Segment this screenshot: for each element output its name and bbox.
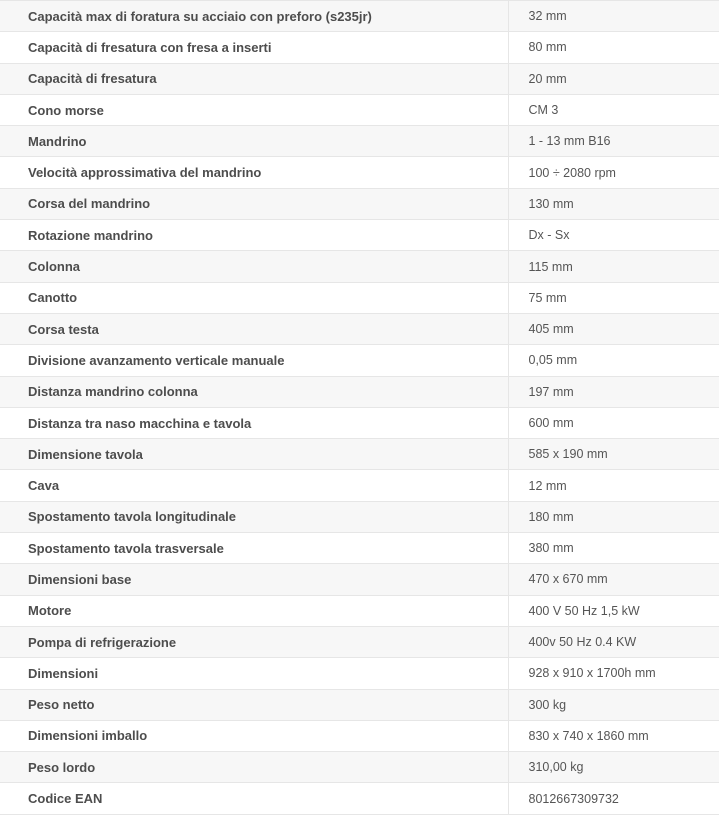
spec-value: 0,05 mm: [508, 345, 719, 376]
spec-label: Dimensione tavola: [0, 439, 508, 470]
spec-row: [0, 689, 719, 720]
spec-row: [0, 752, 719, 783]
spec-label: Canotto: [0, 282, 508, 313]
spec-value: 197 mm: [508, 376, 719, 407]
spec-value: 405 mm: [508, 313, 719, 344]
spec-row: [0, 63, 719, 94]
spec-value: Dx - Sx: [508, 220, 719, 251]
spec-row: [0, 188, 719, 219]
spec-value: 830 x 740 x 1860 mm: [508, 720, 719, 751]
spec-label: Pompa di refrigerazione: [0, 626, 508, 657]
spec-label: Distanza mandrino colonna: [0, 376, 508, 407]
spec-label: Peso lordo: [0, 752, 508, 783]
spec-value: 1 - 13 mm B16: [508, 126, 719, 157]
spec-label: Cono morse: [0, 94, 508, 125]
spec-row: [0, 1, 719, 32]
spec-row: [0, 282, 719, 313]
spec-label: Cava: [0, 470, 508, 501]
spec-row: [0, 376, 719, 407]
spec-value: 100 ÷ 2080 rpm: [508, 157, 719, 188]
spec-row: [0, 407, 719, 438]
spec-row: [0, 94, 719, 125]
spec-row: [0, 345, 719, 376]
spec-value: 32 mm: [508, 1, 719, 32]
spec-label: Capacità di fresatura: [0, 63, 508, 94]
spec-label: Velocità approssimativa del mandrino: [0, 157, 508, 188]
spec-value: 20 mm: [508, 63, 719, 94]
spec-label: Dimensioni: [0, 658, 508, 689]
spec-value: 310,00 kg: [508, 752, 719, 783]
spec-value: 130 mm: [508, 188, 719, 219]
spec-label: Colonna: [0, 251, 508, 282]
spec-label: Dimensioni imballo: [0, 720, 508, 751]
spec-value: 300 kg: [508, 689, 719, 720]
spec-label: Codice EAN: [0, 783, 508, 814]
spec-row: [0, 439, 719, 470]
spec-row: [0, 313, 719, 344]
spec-value: 8012667309732: [508, 783, 719, 814]
spec-value: 115 mm: [508, 251, 719, 282]
spec-value: 600 mm: [508, 407, 719, 438]
spec-value: 380 mm: [508, 533, 719, 564]
spec-row: [0, 32, 719, 63]
spec-value: 80 mm: [508, 32, 719, 63]
spec-label: Distanza tra naso macchina e tavola: [0, 407, 508, 438]
spec-label: Motore: [0, 595, 508, 626]
specifications-body: [0, 1, 719, 815]
spec-row: [0, 783, 719, 814]
spec-value: 75 mm: [508, 282, 719, 313]
spec-value: 400 V 50 Hz 1,5 kW: [508, 595, 719, 626]
spec-row: [0, 658, 719, 689]
spec-row: [0, 501, 719, 532]
spec-label: Spostamento tavola trasversale: [0, 533, 508, 564]
spec-label: Rotazione mandrino: [0, 220, 508, 251]
spec-row: [0, 470, 719, 501]
spec-row: [0, 595, 719, 626]
spec-row: [0, 251, 719, 282]
spec-label: Dimensioni base: [0, 564, 508, 595]
spec-row: [0, 720, 719, 751]
spec-row: [0, 626, 719, 657]
spec-label: Corsa testa: [0, 313, 508, 344]
spec-value: CM 3: [508, 94, 719, 125]
spec-row: [0, 157, 719, 188]
spec-value: 400v 50 Hz 0.4 KW: [508, 626, 719, 657]
spec-label: Corsa del mandrino: [0, 188, 508, 219]
spec-label: Spostamento tavola longitudinale: [0, 501, 508, 532]
spec-label: Capacità di fresatura con fresa a inserti: [0, 32, 508, 63]
spec-row: [0, 533, 719, 564]
spec-label: Capacità max di foratura su acciaio con preforo (s235jr): [0, 1, 508, 32]
spec-value: 180 mm: [508, 501, 719, 532]
spec-row: [0, 126, 719, 157]
spec-label: Divisione avanzamento verticale manuale: [0, 345, 508, 376]
spec-row: [0, 564, 719, 595]
spec-value: 928 x 910 x 1700h mm: [508, 658, 719, 689]
spec-value: 12 mm: [508, 470, 719, 501]
spec-row: [0, 220, 719, 251]
spec-label: Peso netto: [0, 689, 508, 720]
spec-value: 470 x 670 mm: [508, 564, 719, 595]
spec-value: 585 x 190 mm: [508, 439, 719, 470]
spec-label: Mandrino: [0, 126, 508, 157]
